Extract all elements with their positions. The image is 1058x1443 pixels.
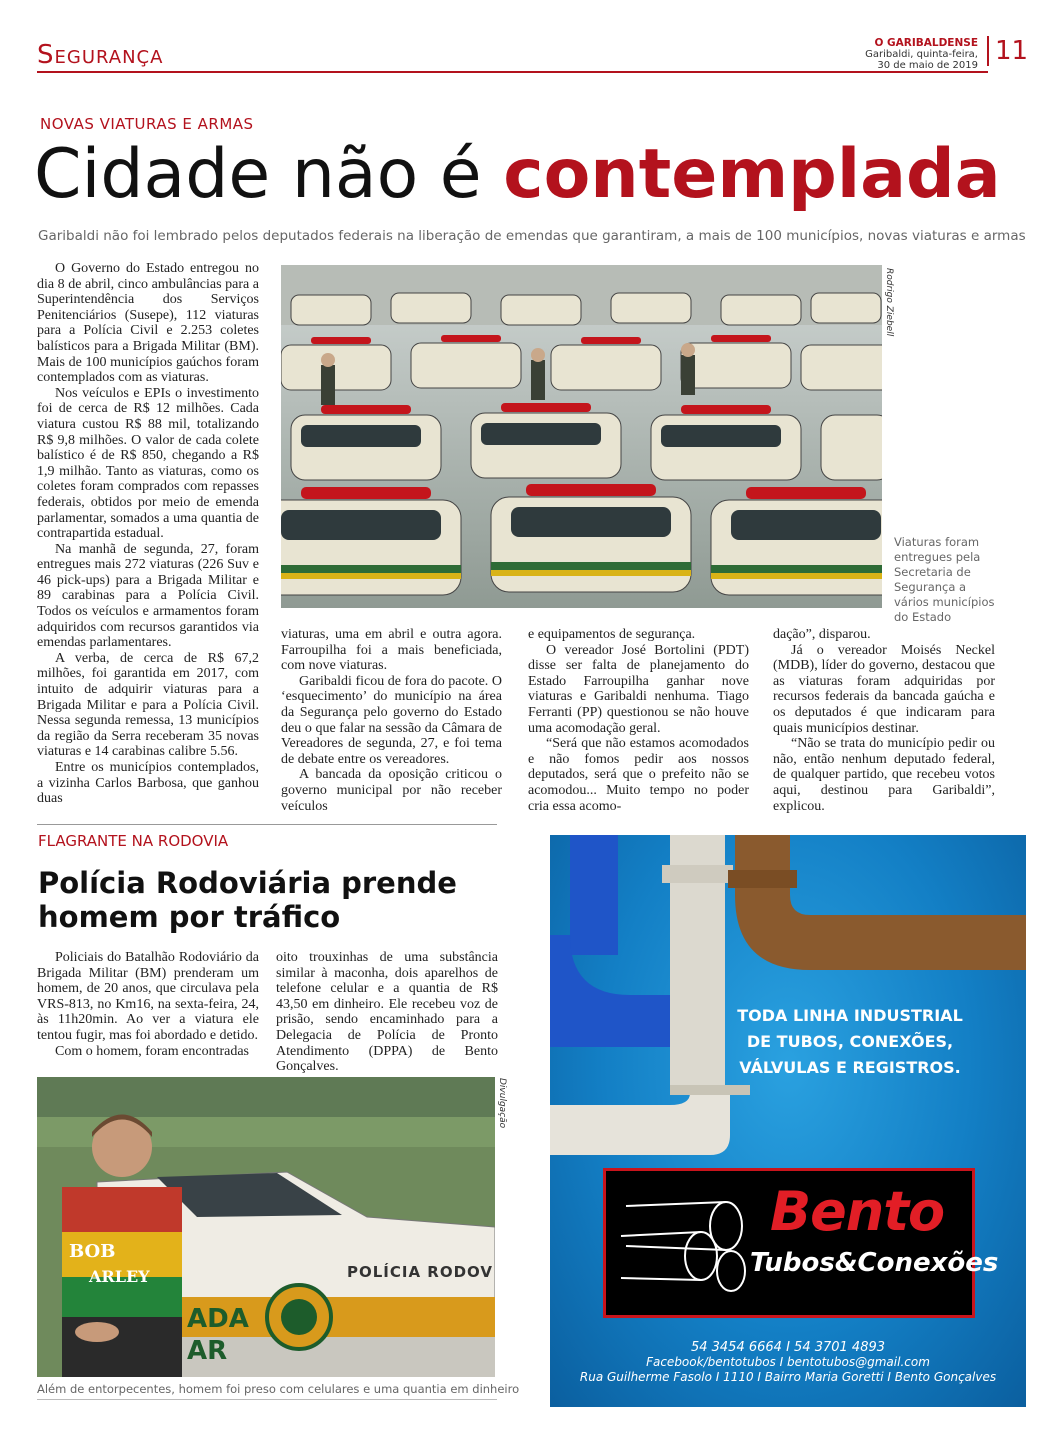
paragraph: Entre os municípios contemplados, a vizinha Carlos Barbosa, que ganhou duas — [37, 760, 259, 807]
paragraph: “Será que não estamos acomodados e não fomos pedir aos nossos deputados, será que o prefeito não se acomodou... Muito tempo no poder cria essa acomo- — [528, 736, 749, 814]
story1-column-1 — [37, 261, 259, 807]
tubes-logo-icon — [616, 1186, 766, 1306]
ad-tagline-line: TODA LINHA INDUSTRIAL — [737, 1006, 963, 1025]
ad-tagline — [700, 1003, 1000, 1081]
ad-address: Rua Guilherme Fasolo I 1110 I Bairro Maria Goretti I Bento Gonçalves — [579, 1370, 997, 1384]
paragraph: oito trouxinhas de uma substância similar à maconha, dois aparelhos de telefone celular e a quantia de R$ 43,50 em dinheiro. Ele recebeu voz de prisão, sendo encaminhado para a Delegacia de Polícia de Pronto Atendimento (DPPA) de Bento Gonçalves. — [276, 950, 498, 1075]
paper-date-line1: Garibaldi, quinta-feira, — [865, 49, 978, 60]
paper-name: O GARIBALDENSE — [874, 37, 978, 49]
story2-column-2 — [276, 950, 498, 1075]
bento-tubos-advertisement[interactable] — [550, 835, 1026, 1407]
section-title: Segurança — [37, 40, 164, 70]
brand-name: Bento — [770, 1180, 945, 1243]
caption-rule — [37, 1399, 497, 1400]
paragraph: dação”, disparou. — [773, 627, 871, 642]
paragraph: Já o vereador Moisés Neckel (MDB), líder do governo, destacou que as viaturas foram adquiridas por recursos federais da bancada gaúcha e os deputados é que indicaram para quais municípios destinar. — [773, 642, 995, 736]
page-number: 11 — [987, 36, 1028, 66]
ad-social: Facebook/bentotubos I bentotubos@gmail.com — [646, 1355, 930, 1369]
story1-column-4 — [773, 627, 995, 814]
paragraph: viaturas, uma em abril e outra agora. Farroupilha foi a mais beneficiada, com nove viaturas. — [281, 627, 502, 674]
story1-subhead: Garibaldi não foi lembrado pelos deputados federais na liberação de emendas que garantiram, a mais de 100 municípios, novas viaturas e armas — [38, 228, 1026, 244]
pipes-illustration — [550, 835, 1026, 1407]
photo2-credit: Divulgação — [497, 1078, 507, 1129]
photo2-caption: Além de entorpecentes, homem foi preso com celulares e uma quantia em dinheiro — [37, 1382, 520, 1396]
story2-kicker: FLAGRANTE NA RODOVIA — [38, 832, 229, 850]
headline-plain: Cidade não é — [34, 135, 504, 214]
section-rule — [37, 71, 988, 73]
paragraph: Policiais do Batalhão Rodoviário da Brigada Militar (BM) prenderam um homem, de 20 anos, que circulava pela VRS-813, no Km16, na sexta-feira, 24, às 11h20min. Ao ver a viatura ele tentou fugir, mas foi abordado e detido. — [37, 950, 259, 1043]
paragraph: A bancada da oposição criticou o governo municipal por não receber veículos — [281, 767, 502, 814]
car-lettering: ADA — [187, 1304, 249, 1334]
story2-rule — [37, 824, 497, 825]
photo1-caption: Viaturas foram entregues pela Secretaria de Segurança a vários municípios do Estado — [894, 535, 995, 624]
paragraph: Garibaldi ficou de fora do pacote. O ‘esquecimento’ do município na área da Segurança pelo governo do Estado deu o que falar na sessão da Câmara de Vereadores de segunda, 27, e foi tema de debate entre os vereadores. — [281, 673, 502, 767]
story2-column-1 — [37, 950, 259, 1059]
story2-headline: Polícia Rodoviária prende homem por tráfico — [38, 866, 457, 934]
police-cars-illustration — [281, 265, 882, 608]
story1-kicker: NOVAS VIATURAS E ARMAS — [40, 115, 254, 133]
ad-contacts — [550, 1340, 1026, 1385]
story1-column-3 — [528, 627, 749, 814]
police-cars-photo — [281, 265, 882, 608]
paragraph: A verba, de cerca de R$ 67,2 milhões, foi garantida em 2017, com intuito de adquirir viaturas para a Brigada Militar e para a Polícia Civil. Nessa segunda remessa, 13 municípios da região da Serra receberam 35 novas viaturas e 14 carabinas calibre 5.56. — [37, 650, 259, 760]
shirt-text: ARLEY — [89, 1267, 150, 1286]
arrest-photo — [37, 1077, 495, 1377]
paragraph: “Não se trata do município pedir ou não, então nenhum deputado federal, de qualquer partido, que recebeu votos aqui, destinou para Garibaldi”, explicou. — [773, 736, 995, 814]
shirt-text: BOB — [69, 1241, 116, 1262]
story1-headline — [34, 135, 1001, 215]
headline-accent: contemplada — [503, 135, 1001, 214]
paragraph: O Governo do Estado entregou no dia 8 de abril, cinco ambulâncias para a Superintendência dos Serviços Penitenciários (Susepe), 112 viaturas para a Polícia Civil e 2.253 coletes balísticos para a Brigada Militar (BM). Mais de 100 municípios gaúchos foram contemplados com as viaturas. — [37, 261, 259, 386]
paper-date-line2: 30 de maio de 2019 — [877, 60, 978, 71]
paragraph: O vereador José Bortolini (PDT) disse ser falta de planejamento do Estado Farroupilha ganhar nove viaturas e Garibaldi nenhuma. Tiago Ferranti (PP) questionou se não houve uma acomodação geral. — [528, 642, 749, 736]
paragraph: Na manhã de segunda, 27, foram entregues mais 272 viaturas (226 Suv e 46 pick-ups) para a Brigada Militar e 89 carabinas para a Polícia Civil. Todos os veículos e armamentos foram adquiridos com recursos garantidos via emendas parlamentares. — [37, 541, 259, 651]
paragraph: Nos veículos e EPIs o investimento foi de cerca de R$ 12 milhões. Cada viatura custou R$ 88 mil, totalizando R$ 9,8 milhões. O valor de cada colete balístico é de R$ 850, chegando a R$ 1,9 milhão. Tanto as viaturas, como os coletes foram comprados com repasses federais, obtidos por meio de emenda parlamentar, somados a uma quantia de contrapartida estadual. — [37, 385, 259, 542]
masthead-info — [865, 38, 978, 71]
arrest-illustration — [37, 1077, 495, 1377]
ad-tagline-line: VÁLVULAS E REGISTROS. — [739, 1058, 961, 1077]
ad-tagline-line: DE TUBOS, CONEXÕES, — [746, 1032, 954, 1051]
photo1-credit: Rodrigo Ziebell — [884, 268, 894, 337]
paragraph: e equipamentos de segurança. — [528, 627, 696, 642]
brand-subtitle: Tubos&Conexões — [750, 1248, 999, 1278]
car-lettering: POLÍCIA RODOV — [347, 1263, 494, 1281]
story1-column-2 — [281, 627, 502, 814]
car-lettering: AR — [187, 1336, 228, 1366]
paragraph: Com o homem, foram encontradas — [55, 1043, 250, 1059]
ad-phones: 54 3454 6664 I 54 3701 4893 — [690, 1340, 886, 1355]
